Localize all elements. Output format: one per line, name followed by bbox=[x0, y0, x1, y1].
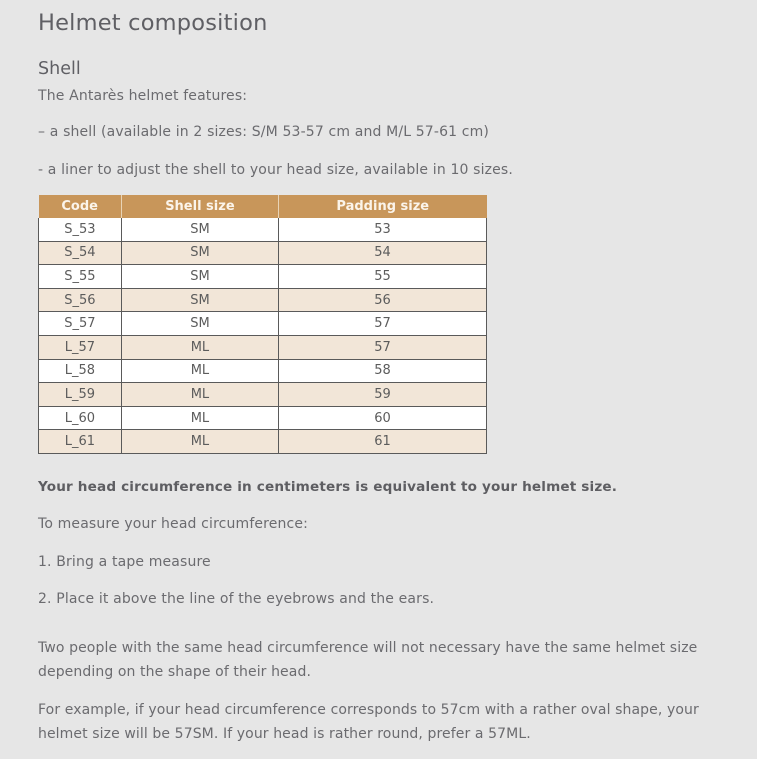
size-equivalence-text: Your head circumference in centimeters is equivalent to your helmet size. bbox=[38, 479, 618, 495]
table-row bbox=[39, 383, 487, 407]
section-subtitle: Shell bbox=[38, 59, 81, 79]
cell-code: L_60 bbox=[39, 406, 122, 430]
table-row bbox=[39, 406, 487, 430]
column-header-shell-size: Shell size bbox=[121, 195, 278, 218]
cell-shell-size: ML bbox=[121, 383, 278, 407]
cell-padding-size: 55 bbox=[279, 265, 487, 289]
table-row bbox=[39, 359, 487, 383]
table-header-row bbox=[39, 195, 487, 218]
intro-text: The Antarès helmet features: bbox=[38, 88, 248, 104]
cell-code: L_61 bbox=[39, 430, 122, 454]
cell-padding-size: 59 bbox=[279, 383, 487, 407]
cell-code: L_57 bbox=[39, 335, 122, 359]
shape-note-paragraph: Two people with the same head circumference will not necessary have the same helmet size depending on the shape of their head. bbox=[38, 640, 698, 680]
table-row bbox=[39, 241, 487, 265]
example-paragraph: For example, if your head circumference corresponds to 57cm with a rather oval shape, your helmet size will be 57SM. If your head is rather round, prefer a 57ML. bbox=[38, 702, 699, 742]
table-row bbox=[39, 265, 487, 289]
cell-shell-size: ML bbox=[121, 430, 278, 454]
cell-shell-size: SM bbox=[121, 312, 278, 336]
cell-padding-size: 61 bbox=[279, 430, 487, 454]
cell-padding-size: 57 bbox=[279, 312, 487, 336]
column-header-padding-size: Padding size bbox=[279, 195, 487, 218]
cell-code: S_56 bbox=[39, 288, 122, 312]
feature-liner: - a liner to adjust the shell to your head size, available in 10 sizes. bbox=[38, 162, 513, 178]
cell-shell-size: SM bbox=[121, 288, 278, 312]
cell-padding-size: 57 bbox=[279, 335, 487, 359]
feature-shell: – a shell (available in 2 sizes: S/M 53-57 cm and M/L 57-61 cm) bbox=[38, 124, 490, 140]
cell-shell-size: SM bbox=[121, 218, 278, 241]
column-header-code: Code bbox=[39, 195, 122, 218]
cell-shell-size: SM bbox=[121, 241, 278, 265]
measure-step-2: 2. Place it above the line of the eyebrows and the ears. bbox=[38, 591, 435, 607]
table-row bbox=[39, 335, 487, 359]
cell-shell-size: ML bbox=[121, 335, 278, 359]
cell-padding-size: 53 bbox=[279, 218, 487, 241]
table-row bbox=[39, 218, 487, 241]
cell-code: S_55 bbox=[39, 265, 122, 289]
measure-intro-text: To measure your head circumference: bbox=[38, 516, 309, 532]
cell-padding-size: 60 bbox=[279, 406, 487, 430]
cell-padding-size: 54 bbox=[279, 241, 487, 265]
table-row bbox=[39, 430, 487, 454]
cell-padding-size: 58 bbox=[279, 359, 487, 383]
table-row bbox=[39, 312, 487, 336]
measure-step-1: 1. Bring a tape measure bbox=[38, 554, 211, 570]
cell-code: L_59 bbox=[39, 383, 122, 407]
size-table bbox=[38, 195, 487, 454]
cell-shell-size: ML bbox=[121, 359, 278, 383]
cell-code: L_58 bbox=[39, 359, 122, 383]
cell-code: S_53 bbox=[39, 218, 122, 241]
cell-padding-size: 56 bbox=[279, 288, 487, 312]
cell-code: S_54 bbox=[39, 241, 122, 265]
cell-shell-size: ML bbox=[121, 406, 278, 430]
page-title: Helmet composition bbox=[38, 10, 268, 36]
cell-shell-size: SM bbox=[121, 265, 278, 289]
cell-code: S_57 bbox=[39, 312, 122, 336]
table-row bbox=[39, 288, 487, 312]
